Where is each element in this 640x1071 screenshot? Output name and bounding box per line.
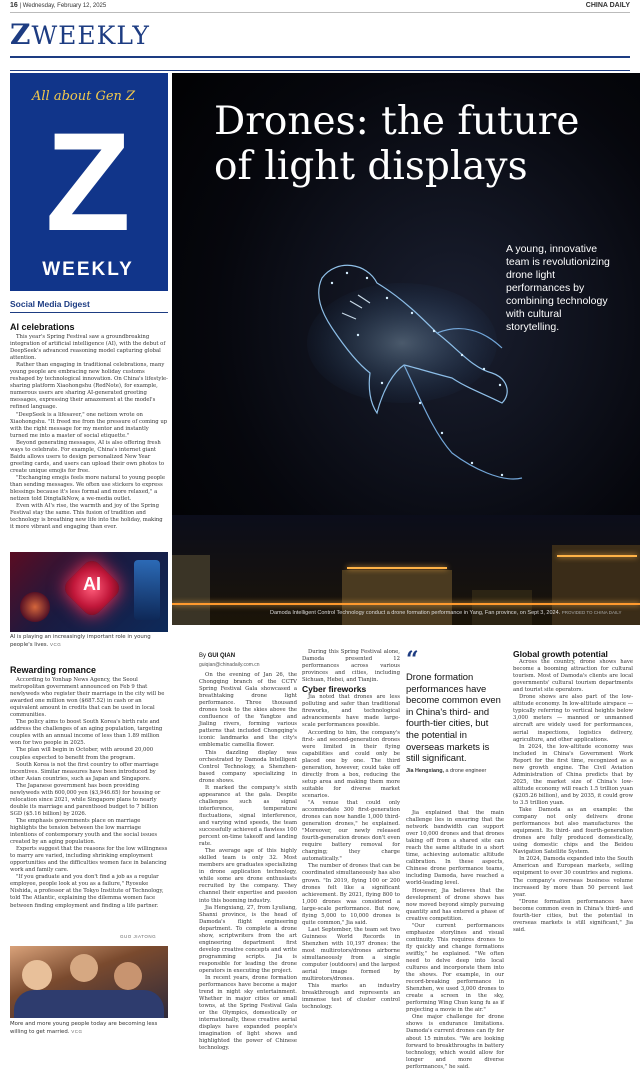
page-header-bar — [10, 0, 630, 13]
paragraph: "DeepSeek is a lifesaver," one netizen wrote on Xiaohongshu. "It freed me from the pressure of coming up with the right message for my mentor and instantly turned me into a master of social etiquette." — [10, 411, 168, 439]
paragraph: South Korea is not the first country to offer marriage incentives. Similar measures have been introduced by other Asian countries, such as Japan and Singapore. — [10, 761, 159, 782]
page-number: 16 — [10, 2, 18, 9]
author-name: GUI QIAN — [207, 653, 236, 659]
quote-mark-icon: “ — [406, 647, 419, 673]
paragraph: One major challenge for drone shows is endurance limitations. Damoda's current drones can fly for about 15 minutes. "We are looking forward to breakthroughs in battery technology, which would allow for longer and more diverse performances," he said. — [406, 1014, 504, 1070]
paragraph: This dazzling display was orchestrated by Damoda Intelligent Control Technology, a Shenzhen-based company specializing in drone shows. — [199, 749, 297, 784]
photo-figure — [114, 962, 142, 990]
author-email: guiqian@chinadaily.com.cn — [199, 662, 260, 668]
masthead-z: Z — [10, 18, 32, 51]
paragraph: Beyond generating messages, AI is also offering fresh ways to celebrate. For example, China's internet giant Baidu allows users to design personalized New Year greeting cards, and users can upload their own photos to create unique emojis for free. — [10, 439, 165, 474]
subhead-cyber-fireworks: Cyber fireworks — [302, 684, 367, 695]
article-column-4 — [513, 649, 633, 934]
paragraph: "If you graduate and you don't find a job as a regular employee, people look at you as a failure," Ryosuke Nishida, a professor at the Tokyo Institute of Technology, told The Atlantic, explaining the dilemma women face between finding employment and finding a life partner. — [10, 874, 164, 909]
paragraph: Take Damoda as an example: the company not only delivers drone performances but also manufactures the equipment. Its third- and fourth-generation drones are fully produced domestically, using domestic chips and the Beidou Navigation Satellite System. — [513, 807, 633, 856]
digest-title: Social Media Digest — [10, 299, 168, 313]
article-headline: Drones: the future of light displays — [214, 99, 580, 189]
photo-credit: VCG — [71, 1029, 83, 1034]
masthead-weekly: WEEKLY — [31, 21, 150, 50]
paper-name-label: CHINA DAILY — [585, 2, 630, 9]
paragraph: The policy aims to boost South Korea's birth rate and address the challenges of an aging population, targeting couples with an annual income of less than 1.89 million won for two people in 2025. — [10, 719, 163, 747]
ai-photo-caption — [10, 634, 160, 649]
building-lights — [557, 555, 637, 557]
paragraph: "A venue that could only accommodate 300 first-generation drones can now handle 1,000 third-generation drones," he explained. "Moreover, our newly released fourth-generation drones don't even require battery removal for charging; they charge automatically." — [302, 799, 400, 863]
paragraph: This marks an industry breakthrough and represents an immense test of cluster control technology. — [302, 983, 400, 1011]
photo-credit: VCG — [50, 642, 62, 647]
promo-big-z: Z — [45, 103, 131, 260]
street-lights — [172, 603, 640, 605]
promo-weekly: WEEKLY — [42, 259, 134, 280]
paper-name — [586, 2, 630, 9]
pull-quote-text: Drone formation performances have become common even in China's third- and fourth-tier cities, but the potential in overseas markets is still significant. — [406, 671, 501, 764]
subhead-global-growth: Global growth potential — [513, 649, 608, 659]
paragraph: In 2024, Damoda expanded into the South American and European markets, selling equipment to over 30 countries and regions. The company's overseas business volume increased by more than 50 percent last year. — [513, 856, 633, 898]
page-info: 16 | Wednesday, February 12, 2025 — [10, 2, 107, 9]
quote-role: a drone engineer — [445, 767, 487, 774]
paragraph: The average age of this highly skilled team is only 32. Most members are graduates specializing in drone application technology, while some are drone enthusiasts recruited by the company. They channel their expertise and passion into this booming industry. — [199, 848, 297, 904]
masthead-rule — [10, 56, 630, 71]
building — [472, 590, 532, 625]
photo-figure — [22, 960, 52, 990]
drone-glow — [307, 283, 497, 403]
paragraph: On the evening of Jan 26, the Chongqing branch of the CCTV Spring Festival Gala showcased a breathtaking drone light performance. Three thousand drones took to the skies above the confluence of the Yangtze and Jialing rivers, forming various patterns that included Chongqing's iconic landmarks and the city's emblematic camellia flower. — [199, 672, 297, 749]
paragraph: Last September, the team set two Guinness World Records in Shenzhen with 10,197 drones: the most multirotors/drones airborne simultaneously from a single computer (outdoors) and the largest aerial image formed by multirotors/drones. — [302, 926, 400, 983]
paragraph: According to Yonhap News Agency, the Seoul metropolitan government announced on Feb 9 that newlyweds who register their marriage in the city will be awarded one million won ($687.52) in cash or an equivalent amount in credits that can be used in local communities. — [10, 677, 165, 719]
byline-prefix: By — [199, 653, 207, 659]
paragraph: "Exchanging emojis feels more natural to young people than sending messages. We often use stickers to express blessings because it's less formal and more relaxed," a netizen told DingtalkNow, a we-media outlet. — [10, 474, 165, 503]
ai-celebrations-body — [10, 334, 168, 531]
article-column-1 — [199, 672, 297, 1053]
hero-caption — [270, 609, 630, 617]
building — [172, 555, 210, 625]
photo-credit: PROVIDED TO CHINA DAILY — [561, 610, 622, 615]
article-byline — [199, 653, 235, 659]
paragraph: The emphasis governments place on marriage highlights the tension between the low marriage intentions of contemporary youth and the social issues created by an aging population. — [10, 817, 158, 846]
rewarding-romance-body — [10, 677, 168, 910]
ai-chip-label: AI — [83, 574, 101, 594]
paragraph: It marked the company's sixth appearance at the gala. Despite challenges such as signal interference, temperature fluctuations, signal interference, and varying wind speeds, the team successfully achieved a flawless 100 percent on-time takeoff and landing rate. — [199, 784, 297, 848]
paragraph: According to him, the company's first- and second-generation drones were limited in their flying capabilities and could only be placed one by one. The third generation, however, could take off directly from a box, reducing the setup area and making them more suitable for diverse market scenarios. — [302, 729, 400, 799]
rewarding-romance-head: Rewarding romance — [10, 665, 97, 675]
paragraph: The number of drones that can be coordinated simultaneously has also grown. "In 2019, flying 100 or 200 drones felt like a significant achievement. By 2021, flying 800 to 1,000 drones was considered a large-scale performance. But now, flying 5,000 to 10,000 drones is quite common," Jia said. — [302, 863, 400, 926]
paragraph: Jia explained that the main challenge lies in ensuring that the network bandwidth can support over 10,000 drones and that drones taking off from a shared site can reach the same altitude in a short time, achieving automatic altitude calibration. In these aspects, Chinese drone performance teams, including Damoda, have reached a world-leading level. — [406, 810, 504, 887]
paragraph: The Japanese government has been providing newlyweds with 600,000 yen ($3,946.65) for housing or relocation since 2021, while Singapore plans to nearly double its marriage and parenthood budget to 7 billion SGD ($5.16 billion) by 2026. — [10, 782, 161, 817]
paragraph: Experts suggest that the reasons for the low willingness to marry are varied, including shrinking employment opportunities and the difficulties women face in balancing work and family care. — [10, 846, 168, 874]
article-dek: A young, innovative team is revolutionizing drone light performances by combining technology with cultural storytelling. — [506, 243, 610, 333]
hero-photo — [172, 73, 640, 625]
quote-attribution — [406, 768, 502, 774]
paragraph: Even with AI's rise, the warmth and joy of the Spring Festival stay the same. This fusion of tradition and technology is breathing new life into the holiday, making it more vibrant and engaging than ever. — [10, 503, 163, 531]
paragraph: Rather than engaging in traditional celebrations, many young people are embracing new holiday customs reshaped by technological innovation. On China's lifestyle-sharing platform Xiaohongshu (RedNote), for example, numerous users are sharing AI-generated greeting messages, expressing their amazement at the model's refined language. — [10, 362, 168, 411]
photo-glow — [134, 560, 160, 620]
promo-tagline: All about Gen Z — [32, 89, 136, 104]
caption-text: Damoda Intelligent Control Technology conduct a drone formation performance in Yang, Fan province, on Sept 3, 2024. — [270, 610, 561, 616]
gen-z-promo-box — [10, 73, 168, 291]
people-photo-caption — [10, 1021, 165, 1036]
article-column-2 — [302, 649, 400, 1011]
issue-date: Wednesday, February 12, 2025 — [22, 3, 107, 9]
photo-figure — [70, 954, 98, 982]
paragraph: During this Spring Festival alone, Damoda presented 12 performances across various provinces and cities, including Sichuan, Hebei, and Tianjin. — [302, 649, 400, 684]
section-masthead — [10, 18, 150, 51]
photo-figure — [14, 990, 164, 1018]
quote-person: Jia Hengxiang, — [406, 767, 445, 774]
ai-celebrations-head: AI celebrations — [10, 322, 75, 332]
paragraph: "Drone formation performances have become common even in China's third- and fourth-tier cities, but the potential in overseas markets is still significant," Jia said. — [513, 898, 633, 933]
paragraph: This year's Spring Festival saw a groundbreaking integration of artificial intelligence (AI), with the debut of DeepSeek's advanced reasoning model capturing global attention. — [10, 334, 166, 362]
digest-byline: GUO JIATONG — [120, 934, 157, 939]
paragraph: Jia Hengxiang, 27, from Lyuliang, Shanxi province, is the head of Damoda's flight engineering department. To complete a drone show, scriptwriters from the art engineering department first develop creative concepts and write programming scripts. Jia is responsible for leading the drone operators in executing the project. — [199, 904, 297, 974]
young-people-photo — [10, 946, 168, 1018]
paragraph: "Our current performances emphasize storylines and visual continuity. This requires drones to fly quickly and change formations swiftly," he explained. "We often need to delve deep into local cultures and incorporate them into the shows. For example, in our record-breaking performance in Shenzhen, we used 3,000 drones to create a screen in the sky, performing Wing Chun kung fu as if projecting a movie in the air." — [406, 922, 504, 1014]
article-column-3 — [406, 810, 504, 1071]
ai-photo — [10, 552, 168, 632]
paragraph: The plan will begin in October, with around 20,000 couples expected to benefit from the program. — [10, 747, 154, 761]
caption-text: More and more young people today are becoming less willing to get married. — [10, 1021, 158, 1035]
photo-glow — [20, 592, 50, 622]
paragraph: Drone shows are also part of the low-altitude economy. In low-altitude airspace — typically referring to vertical heights below 3,000 meters — manned or unmanned aircraft are widely used for performances, aerial inspections, logistics delivery, agriculture, and other applications. — [513, 694, 633, 743]
building-lights — [347, 567, 447, 569]
paragraph: Across the country, drone shows have become a booming attraction for cultural tourism. Most of Damoda's clients are local governments' cultural tourism departments and tourist site operators. — [513, 659, 633, 694]
paragraph: In recent years, drone formation performances have become a major trend in night sky entertainment. Whether in major cities or small towns, at the Spring Festival Gala or the Olympics, domestically or internationally, these creative aerial displays have expanded people's imagination of light shows and highlighted the power of Chinese technology. — [199, 975, 297, 1052]
paragraph: However, Jia believes that the development of drone shows has now moved beyond simply pursuing quantity and has entered a phase of creative competition. — [406, 887, 504, 922]
caption-text: AI is playing an increasingly important role in young people's lives. — [10, 634, 151, 648]
pull-quote — [406, 647, 502, 774]
paragraph: Jia noted that drones are less polluting and safer than traditional fireworks, and technological advancements have made large-scale performances possible. — [302, 694, 400, 729]
paragraph: In 2024, the low-altitude economy was included in China's Government Work Report for the first time, recognized as a new growth engine. The Civil Aviation Administration of China predicts that by 2025, the market size of China's low-altitude economy will reach 1.5 trillion yuan ($205.26 billion), and by 2035, it could grow to 3.5 trillion yuan. — [513, 743, 633, 806]
